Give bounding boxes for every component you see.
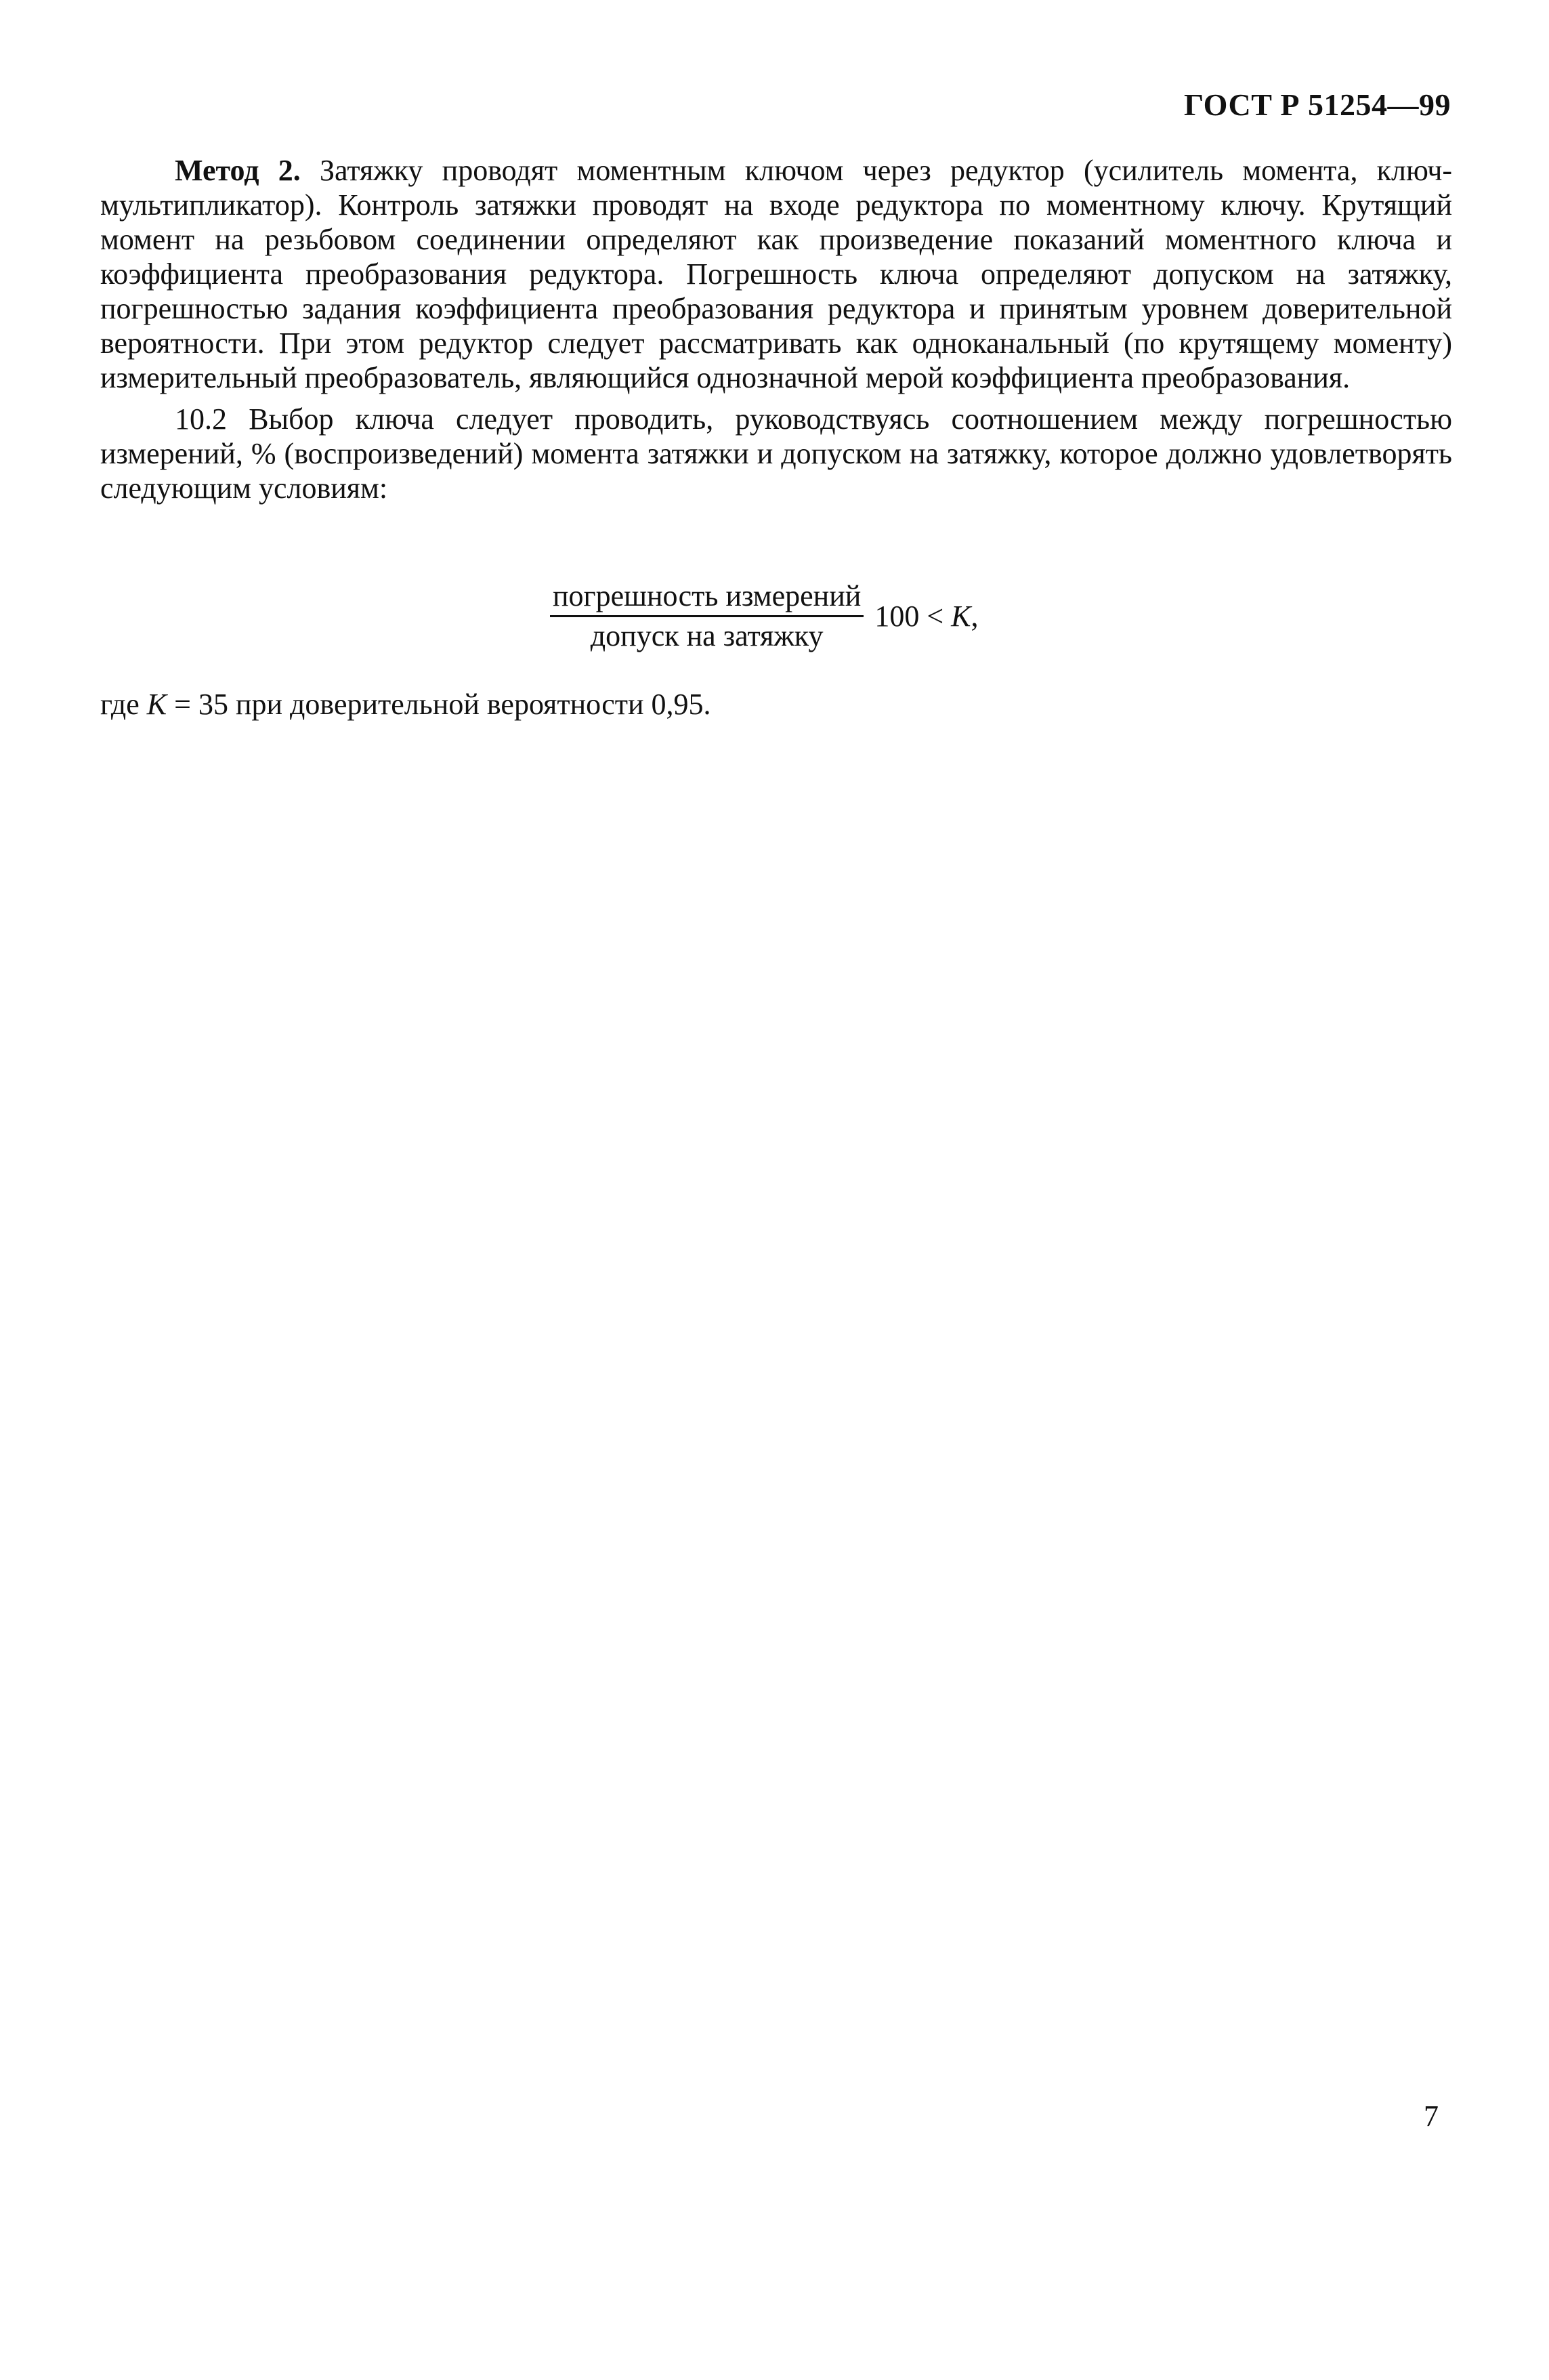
where-rest: = 35 при доверительной вероятности 0,95. (174, 688, 711, 721)
body-text (100, 153, 1452, 505)
section-10-2-text: Выбор ключа следует проводить, руководствуясь соотношением между погрешностью измерений, % (воспроизведений) момента затяжки и допуском на затяжку, которое должно удовлетворять следующим условиям: (100, 402, 1452, 505)
section-number: 10.2 (175, 402, 227, 436)
where-prefix: где (100, 688, 140, 721)
formula-trailing: , (971, 600, 979, 633)
formula-comparison (874, 599, 978, 633)
paragraph-10-2 (100, 402, 1452, 505)
where-clause (100, 687, 711, 722)
page-number: 7 (1424, 2100, 1439, 2133)
formula-denominator: допуск на затяжку (590, 619, 824, 652)
formula-numerator: погрешность измерений (550, 580, 864, 617)
formula (550, 580, 979, 652)
standard-code-header: ГОСТ Р 51254—99 (1184, 87, 1451, 122)
method-2-text: Затяжку проводят моментным ключом через редуктор (усилитель момента, ключ-мультипликатор). Контроль затяжки проводят на входе редуктора по моментному ключу. Крутящий момент на резьбовом соединении определяют как произведение показаний моментного ключа и коэффициента преобразования редуктора. Погрешность ключа определяют допуском на затяжку, погрешностью задания коэффициента преобразования редуктора и принятым уровнем доверительной вероятности. При этом редуктор следует рассматривать как одноканальный (по крутящему моменту) измерительный преобразователь, являющийся однозначной мерой коэффициента преобразования. (100, 154, 1452, 394)
formula-variable: K (951, 600, 971, 633)
method-2-label: Метод 2. (175, 154, 301, 187)
where-variable: K (146, 688, 167, 721)
paragraph-method-2 (100, 153, 1452, 395)
formula-fraction (550, 580, 864, 652)
formula-multiplier: 100 < (874, 600, 944, 633)
